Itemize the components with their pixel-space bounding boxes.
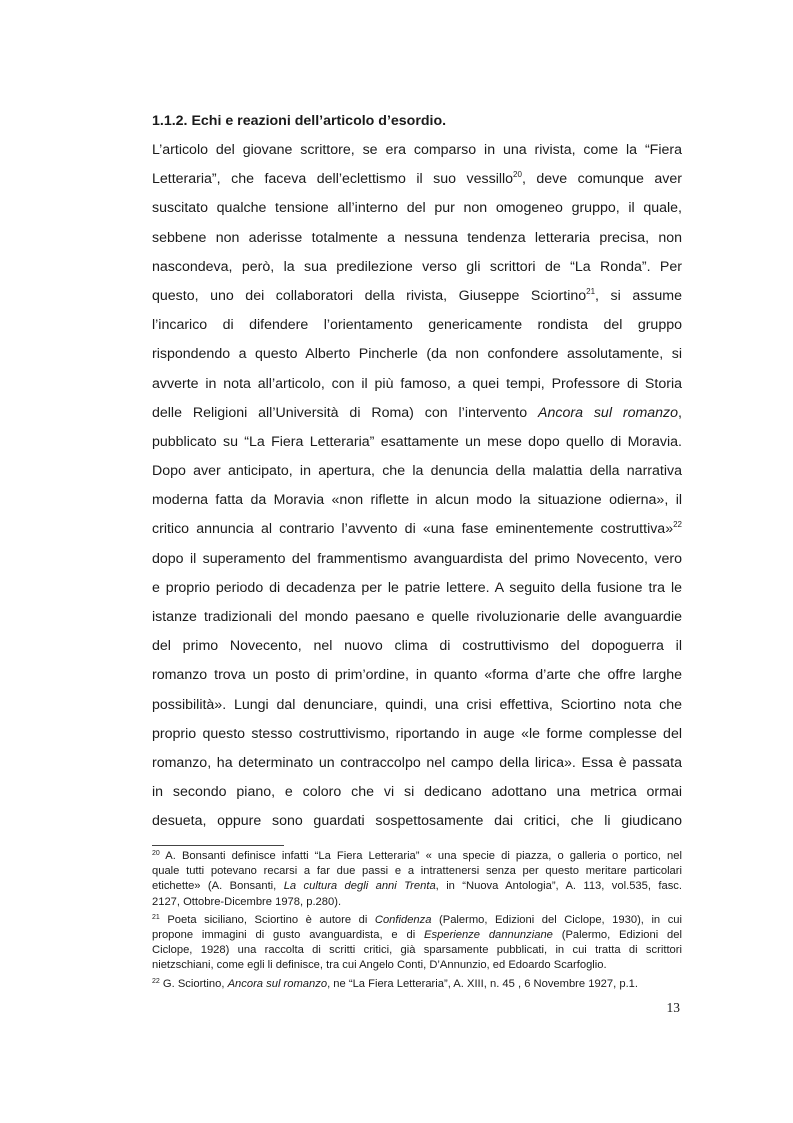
- text-line: sebbene non aderisse totalmente a nessuna tendenza letteraria precisa, non: [152, 229, 682, 246]
- text-line: suscitato qualche tensione all’interno del pur non omogeneo gruppo, il quale,: [152, 200, 682, 217]
- footnote-ref-22[interactable]: 22: [673, 520, 682, 530]
- text-line: l’incarico di difendere l’orientamento genericamente rondista del gruppo: [152, 317, 682, 334]
- footnote-line: nietzschiani, come egli li definisce, tra cui Angelo Conti, D’Annunzio, ed Edoardo Scarfoglio.: [152, 959, 607, 972]
- text-line: delle Religioni all’Università di Roma) con l’intervento Ancora sul romanzo,: [152, 404, 682, 421]
- body-text: [152, 136, 682, 837]
- text-line: avverte in nota all’articolo, con il più famoso, a quei tempi, Professore di Storia: [152, 375, 682, 392]
- text-line: possibilità». Lungi dal denunciare, quindi, una crisi effettiva, Sciortino nota che: [152, 696, 682, 713]
- text-line: desueta, oppure sono guardati sospettosamente dai critici, che li giudicano: [152, 813, 682, 830]
- footnotes: [152, 849, 682, 992]
- footnote-line: 2127, Ottobre-Dicembre 1978, p.280).: [152, 895, 342, 908]
- page-number: 13: [666, 1000, 680, 1015]
- text-line: pubblicato su “La Fiera Letteraria” esattamente un mese dopo quello di Moravia.: [152, 433, 682, 450]
- footnote-number: 20: [152, 850, 160, 857]
- footnote-ref-20[interactable]: 20: [513, 170, 522, 180]
- text-line: Dopo aver anticipato, in apertura, che la denuncia della malattia della narrativa: [152, 463, 682, 480]
- text-line: rispondendo a questo Alberto Pincherle (da non confondere assolutamente, si: [152, 346, 682, 363]
- text-line: proprio questo stesso costruttivismo, riportando in auge «le forme complesse del: [152, 725, 682, 742]
- footnote-number: 21: [152, 913, 160, 921]
- footnote-line: etichette» (A. Bonsanti, La cultura degli anni Trenta, in “Nuova Antologia”, A. 113, vol.535, fasc.: [152, 880, 683, 893]
- footnote-line: propone immagini di gusto avanguardista, e di Esperienze dannunziane (Palermo, Edizioni del: [152, 928, 682, 941]
- text-line: romanzo, ha determinato un contraccolpo nel campo della lirica». Essa è passata: [152, 754, 682, 771]
- text-line: moderna fatta da Moravia «non riflette in alcun modo la situazione odierna», il: [152, 492, 682, 509]
- text-line: L’articolo del giovane scrittore, se era comparso in una rivista, come la “Fiera: [152, 142, 682, 158]
- footnote-separator: [152, 845, 284, 846]
- footnote-ref-21[interactable]: 21: [586, 286, 596, 296]
- text-line: dopo il superamento del frammentismo avanguardista del primo Novecento, vero: [152, 550, 682, 567]
- text-line: e proprio periodo di decadenza per le patrie lettere. A seguito della fusione tra le: [152, 579, 682, 596]
- footnote-line: $^{22}$ G. Sciortino, Ancora sul romanzo, ne “La Fiera Letteraria”, A. XIII, n. 45 , 6 Novembre 1927, p.1.: [152, 977, 639, 990]
- footnote-20: [152, 849, 682, 910]
- footnote-22: [152, 977, 682, 992]
- text-line: in secondo piano, e coloro che vi si dedicano adottano una metrica ormai: [152, 784, 682, 801]
- footnote-line: Ciclope, 1928) una raccolta di scritti critici, già sparsamente pubblicati, in cui tratta di scrittori: [152, 944, 682, 957]
- text-line: questo, uno dei collaboratori della rivista, Giuseppe Sciortino$^{21}$, si assume: [152, 286, 682, 304]
- text-line: romanzo trova un posto di prim’ordine, in quanto «forma d’arte che offre larghe: [152, 667, 682, 684]
- section-heading: 1.1.2. Echi e reazioni dell’articolo d’esordio.: [152, 113, 447, 129]
- text-line: del primo Novecento, nel nuovo clima di costruttivismo del dopoguerra il: [152, 638, 682, 655]
- text-line: nascondeva, però, la sua predilezione verso gli scrittori de “La Ronda”. Per: [152, 258, 682, 275]
- footnote-number: 22: [152, 977, 160, 985]
- text-line: Letteraria”, che faceva dell’eclettismo il suo vessillo$^{20}$, deve comunque aver: [152, 170, 682, 188]
- footnote-line: quale tutti potevano recarsi a far due passi e a intrattenersi senza per questo meritare particolari: [152, 865, 682, 878]
- footnote-line: $^{21}$ Poeta siciliano, Sciortino è autore di Confidenza (Palermo, Edizioni del Ciclope, 1930), in cui: [152, 913, 682, 926]
- text-line: critico annuncia al contrario l’avvento di «una fase eminentemente costruttiva»$^{22}$: [152, 520, 682, 538]
- text-line: istanze tradizionali del mondo paesano e quelle rivoluzionarie delle avanguardie: [152, 609, 682, 625]
- footnote-line: $^{20}$ A. Bonsanti definisce infatti “La Fiera Letteraria” « una specie di piazza, o galleria o portico, nel: [152, 850, 682, 862]
- work-title: Ancora sul romanzo: [538, 404, 679, 421]
- footnote-21: [152, 913, 682, 974]
